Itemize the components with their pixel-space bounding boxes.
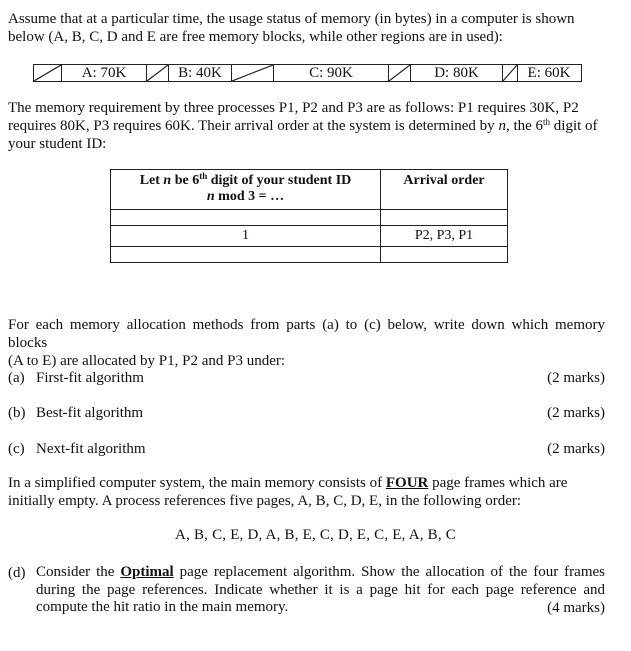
requirements-tail-a: , the 6 (505, 118, 544, 134)
allocation-line-1: For each memory allocation methods from parts (a) to (c) below, write down which memory blocks (8, 317, 605, 351)
intro-line-1: Assume that at a particular time, the usage status of memory (in bytes) in a computer is shown (8, 11, 575, 27)
intro-line-2: below (A, B, C, D and E are free memory blocks, while other regions are in used): (8, 29, 503, 45)
memory-block-c: C: 90K (274, 65, 389, 81)
requirements-line-1: The memory requirement by three processes P1, P2 and P3 are as follows: P1 requires 30K, P2 (8, 100, 579, 116)
question-marks: (2 marks) (547, 370, 605, 386)
header-text: be 6 (174, 173, 200, 188)
question-text: Best-fit algorithm (36, 405, 144, 421)
table-row (111, 247, 508, 263)
paging-line-1b: page frames which are (432, 475, 568, 491)
question-text: Next-fit algorithm (36, 441, 146, 457)
question-label: (c) (8, 441, 25, 457)
allocation-intro (8, 316, 605, 370)
question-d-text-b: page replacement algorithm. Show the allocation of the four frames during the page references. Indicate whether it is a page hit for each page reference and compute the hit ratio in the main memory. (36, 564, 605, 615)
intro-paragraph (8, 10, 605, 46)
memory-map (33, 64, 582, 82)
header-text: digit of your student ID (210, 173, 352, 188)
cell-order: P2, P3, P1 (381, 226, 508, 247)
question-text (36, 564, 605, 617)
four-emphasis: FOUR (385, 475, 429, 491)
question-marks: (2 marks) (547, 405, 605, 421)
table-header-row (111, 170, 508, 210)
paging-line-2: initially empty. A process references five pages, A, B, C, D, E, in the following order: (8, 493, 522, 509)
paging-line-1a: In a simplified computer system, the main memory consists of (8, 475, 383, 491)
header-var-n: n (163, 173, 172, 188)
question-marks: (4 marks) (547, 600, 605, 616)
question-label: (b) (8, 405, 26, 421)
header-arrival-order: Arrival order (381, 170, 508, 210)
question-text: First-fit algorithm (36, 370, 144, 386)
header-student-id (111, 170, 381, 210)
used-region (232, 65, 274, 81)
arrival-order-table (110, 169, 508, 263)
requirements-line-2: requires 80K, P3 requires 60K. Their arrival order at the system is determined by (8, 118, 495, 134)
used-region (389, 65, 411, 81)
allocation-line-2: (A to E) are allocated by P1, P2 and P3 under: (8, 353, 286, 369)
cell-order (381, 210, 508, 226)
question-label: (a) (8, 370, 25, 386)
used-region (503, 65, 518, 81)
cell-n (111, 210, 381, 226)
paging-intro (8, 474, 605, 510)
question-d-text-a: Consider the (36, 564, 115, 580)
cell-order (381, 247, 508, 263)
question-d (8, 564, 605, 617)
used-region (147, 65, 169, 81)
header-text: mod 3 = … (218, 189, 285, 204)
table-row (111, 210, 508, 226)
header-text: Let (139, 173, 160, 188)
superscript-th: th (543, 117, 551, 127)
header-var-n: n (206, 189, 215, 204)
optimal-emphasis: Optimal (120, 564, 174, 580)
question-label: (d) (8, 565, 26, 581)
memory-block-e: E: 60K (527, 64, 571, 81)
superscript-th: th (199, 171, 208, 181)
reference-sequence: A, B, C, E, D, A, B, E, C, D, E, C, E, A, B, C (175, 527, 456, 543)
memory-block-d: D: 80K (411, 65, 503, 81)
memory-block-a: A: 70K (62, 65, 147, 81)
n-variable: n (498, 118, 506, 134)
used-region (34, 65, 62, 81)
table-row (111, 226, 508, 247)
requirements-line-3: your student ID: (8, 136, 107, 152)
requirements-tail-b: digit of (550, 118, 598, 134)
question-marks: (2 marks) (547, 441, 605, 457)
requirements-paragraph (8, 99, 605, 153)
cell-n (111, 247, 381, 263)
memory-block-b: B: 40K (169, 65, 232, 81)
cell-n: 1 (111, 226, 381, 247)
